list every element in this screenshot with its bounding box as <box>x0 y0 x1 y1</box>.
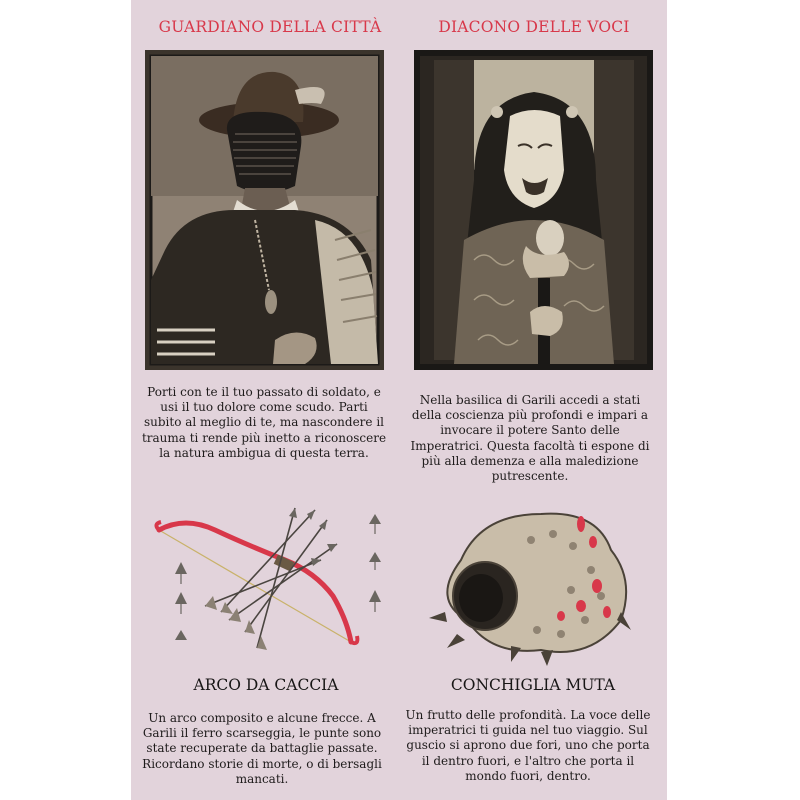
item-description-arco: Un arco composito e alcune frecce. A Garili il ferro scarseggia, le punte sono state recuperate da battaglie passate. Ricordano storie di morte, o di bersagli mancati. <box>142 711 382 786</box>
card-description-diacono: Nella basilica di Garili accedi a stati della coscienza più profondi e impari a invocare il potere Santo delle Imperatrici. Questa facoltà ti espone di più alla demenza e alla maledizione putrescente. <box>410 393 650 484</box>
item-description-conchiglia: Un frutto delle profondità. La voce delle imperatrici ti guida nel tuo viaggio. Sul guscio si aprono due fori, uno che porta il dentro fuori, e l'altro che porta il mondo fuori, dentro. <box>405 708 651 783</box>
bow-and-arrows-drawing <box>145 500 385 660</box>
item-title-arco: ARCO DA CACCIA <box>193 676 339 694</box>
card-description-guardiano: Porti con te il tuo passato di soldato, e usi il tuo dolore come scudo. Parti subito al meglio di te, ma nascondere il trauma ti rende più inetto a riconoscere la natura ambigua di questa terra. <box>141 385 387 460</box>
masked-deacon-portrait <box>414 50 653 370</box>
card-title-guardiano: GUARDIANO DELLA CITTÀ <box>158 18 382 36</box>
conch-shell-drawing <box>421 500 647 670</box>
card-title-diacono: DIACONO DELLE VOCI <box>438 18 630 36</box>
page-background <box>131 0 667 800</box>
item-title-conchiglia: CONCHIGLIA MUTA <box>450 676 616 694</box>
masked-soldier-portrait <box>145 50 384 370</box>
